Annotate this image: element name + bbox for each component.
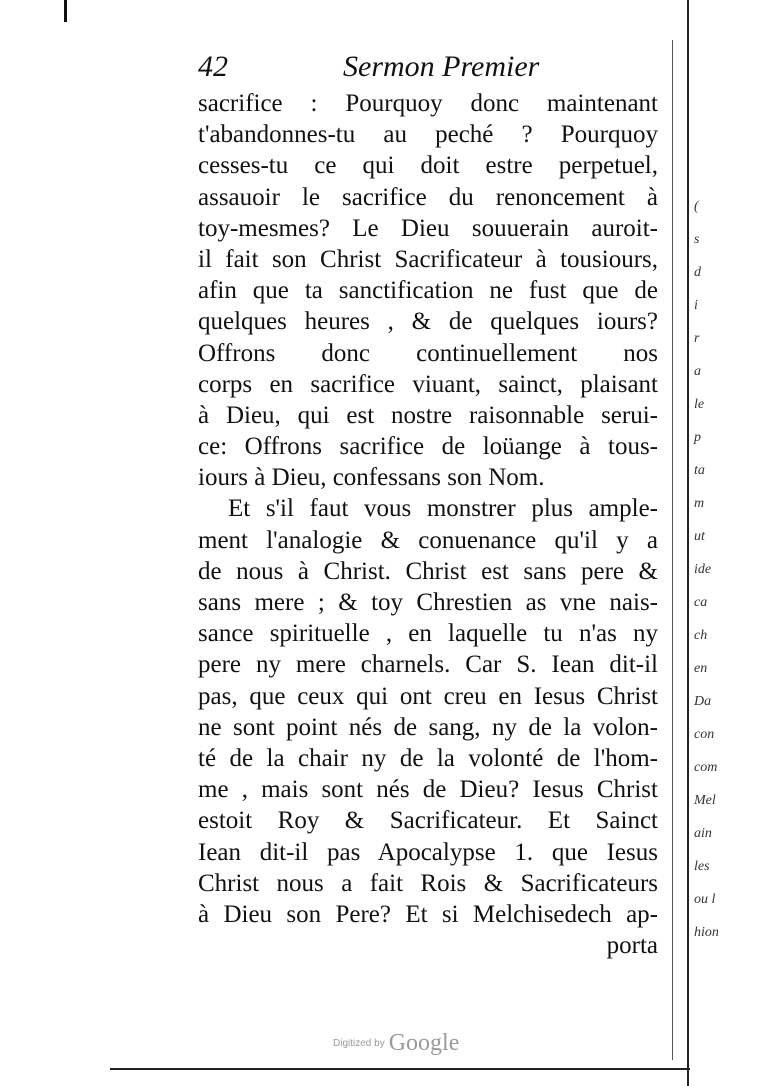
page-number: 42 (198, 50, 228, 83)
margin-fragment: r (694, 331, 700, 346)
margin-fragment: a (694, 364, 701, 379)
text-line: cesses-tu ce qui doit estre perpetuel, (198, 152, 658, 180)
catchword: porta (606, 932, 658, 960)
margin-fragment: i (694, 298, 698, 313)
watermark-logo-text: Google (388, 1030, 460, 1056)
text-line: de nous à Christ. Christ est sans pere & (198, 557, 658, 585)
margin-fragment: m (694, 496, 705, 511)
margin-fragment: con (694, 727, 715, 742)
text-line: me , mais sont nés de Dieu? Iesus Christ (198, 776, 658, 804)
gutter-shadow (672, 40, 673, 1060)
text-line: quelques heures , & de quelques iours? (198, 308, 658, 336)
text-line: sans mere ; & toy Chrestien as vne nais- (198, 589, 658, 616)
text-line: toy-mesmes? Le Dieu souuerain auroit- (198, 214, 658, 242)
watermark-small-text: Digitized by (333, 1038, 385, 1049)
margin-fragment: s (694, 232, 700, 247)
digitized-watermark (333, 1030, 459, 1060)
margin-fragment: ut (694, 529, 705, 544)
text-line: ce: Offrons sacrifice de loüange à tous- (198, 433, 658, 461)
text-line: Christ nous a fait Rois & Sacrificateurs (198, 869, 658, 897)
paragraph-start-line: Et s'il faut vous monstrer plus ample- (228, 495, 658, 523)
margin-fragment: ou l (694, 892, 716, 907)
margin-fragment: ca (694, 595, 708, 610)
text-line: pere ny mere charnels. Car S. Iean dit-il (198, 651, 658, 679)
text-line: sance spirituelle , en laquelle tu n'as ny (198, 620, 658, 648)
text-line: assauoir le sacrifice du renoncement à (198, 183, 658, 211)
text-line: estoit Roy & Sacrificateur. Et Sainct (198, 807, 658, 835)
adjacent-page-margin (694, 190, 719, 949)
text-line: ment l'analogie & conuenance qu'il y a (198, 526, 658, 554)
running-head: Sermon Premier (343, 50, 540, 83)
margin-fragment: Da (694, 694, 712, 709)
body-text (198, 88, 658, 961)
text-line: té de la chair ny de la volonté de l'hom- (198, 744, 658, 772)
text-line: sacrifice : Pourquoy donc maintenant (198, 90, 658, 117)
margin-fragment: ta (694, 463, 705, 478)
text-line: pas, que ceux qui ont creu en Iesus Christ (198, 682, 658, 710)
margin-fragment: p (694, 430, 701, 445)
margin-fragment: le (694, 397, 705, 412)
text-line: ne sont point nés de sang, ny de la volon- (198, 713, 658, 741)
text-line: t'abandonnes-tu au peché ? Pourquoy (198, 121, 658, 149)
text-line: Iean dit-il pas Apocalypse 1. que Iesus (198, 838, 658, 866)
margin-fragment: ch (694, 628, 708, 643)
margin-fragment: ( (694, 199, 699, 214)
text-line: afin que ta sanctification ne fust que de (198, 277, 658, 305)
text-line: il fait son Christ Sacrificateur à tousiours, (198, 245, 658, 273)
text-line: à Dieu son Pere? Et si Melchisedech ap- (198, 900, 658, 928)
bottom-page-edge (110, 1068, 690, 1070)
margin-fragment: ain (694, 826, 712, 841)
margin-fragment: ide (694, 562, 712, 577)
margin-fragment: en (694, 661, 708, 676)
page-edge-left (64, 0, 67, 22)
text-line: corps en sacrifice viuant, sainct, plaisant (198, 370, 658, 398)
margin-fragment: com (694, 760, 718, 775)
margin-fragment: Mel (694, 793, 716, 808)
page-header (198, 50, 658, 90)
text-line: à Dieu, qui est nostre raisonnable serui- (198, 401, 658, 429)
text-line: Offrons donc continuellement nos (198, 339, 658, 367)
margin-fragment: d (694, 265, 701, 280)
margin-fragment: les (694, 859, 710, 874)
text-line: iours à Dieu, confessans son Nom. (198, 464, 545, 492)
page-edge-right (687, 0, 689, 1086)
margin-fragment: hion (694, 925, 719, 940)
